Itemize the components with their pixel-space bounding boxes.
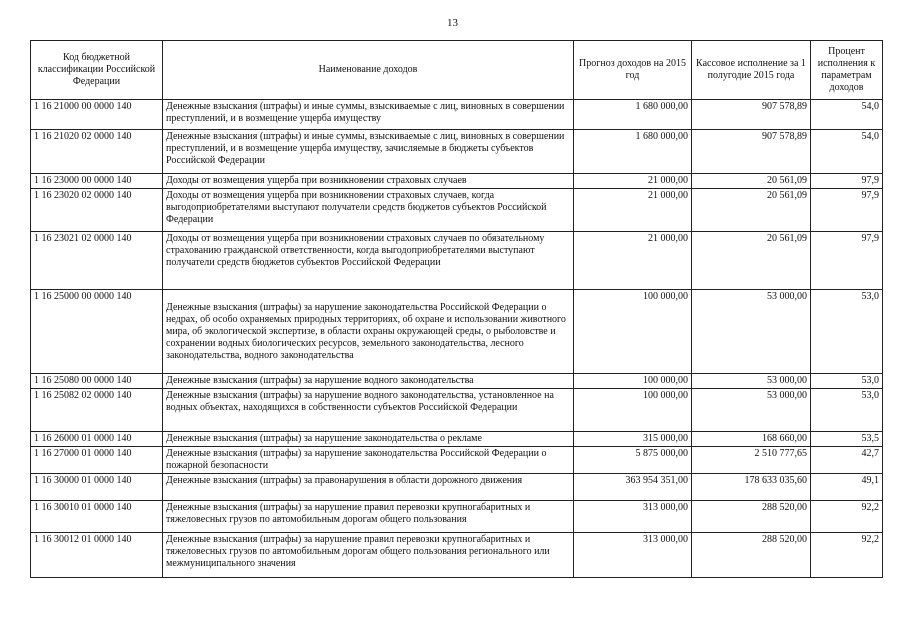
cell-name: Денежные взыскания (штрафы) и иные суммы, взыскиваемые с лиц, виновных в совершении преступлений, и в возмещение ущерба имуществу	[163, 100, 574, 130]
table-row	[31, 100, 883, 130]
cell-percent: 54,0	[811, 130, 883, 174]
cell-forecast: 100 000,00	[574, 389, 692, 432]
cell-percent: 49,1	[811, 474, 883, 501]
cell-execution: 907 578,89	[692, 130, 811, 174]
cell-percent: 53,0	[811, 374, 883, 389]
cell-forecast: 313 000,00	[574, 533, 692, 578]
cell-percent: 54,0	[811, 100, 883, 130]
cell-percent: 53,0	[811, 389, 883, 432]
cell-name: Денежные взыскания (штрафы) за правонарушения в области дорожного движения	[163, 474, 574, 501]
cell-name: Денежные взыскания (штрафы) за нарушение законодательства о рекламе	[163, 432, 574, 447]
cell-forecast: 313 000,00	[574, 501, 692, 533]
cell-code: 1 16 21000 00 0000 140	[31, 100, 163, 130]
cell-name: Доходы от возмещения ущерба при возникновении страховых случаев, когда выгодоприобретателями выступают получатели средств бюджетов субъектов Российской Федерации	[163, 189, 574, 232]
table-row	[31, 474, 883, 501]
header-execution: Кассовое исполнение за 1 полугодие 2015 года	[692, 41, 811, 100]
table-row	[31, 374, 883, 389]
cell-name: Денежные взыскания (штрафы) за нарушение правил перевозки крупногабаритных и тяжеловесных грузов по автомобильным дорогам общего пользования	[163, 501, 574, 533]
cell-percent: 42,7	[811, 447, 883, 474]
cell-percent: 53,0	[811, 290, 883, 374]
cell-code: 1 16 21020 02 0000 140	[31, 130, 163, 174]
cell-forecast: 100 000,00	[574, 290, 692, 374]
cell-percent: 97,9	[811, 232, 883, 290]
page-number: 13	[447, 17, 458, 29]
cell-execution: 178 633 035,60	[692, 474, 811, 501]
cell-execution: 907 578,89	[692, 100, 811, 130]
header-code: Код бюджетной классификации Российской Федерации	[31, 41, 163, 100]
cell-execution: 53 000,00	[692, 374, 811, 389]
cell-forecast: 21 000,00	[574, 189, 692, 232]
cell-name: Денежные взыскания (штрафы) за нарушение водного законодательства	[163, 374, 574, 389]
cell-percent: 92,2	[811, 501, 883, 533]
table-row	[31, 232, 883, 290]
header-percent: Процент исполнения к параметрам доходов	[811, 41, 883, 100]
cell-code: 1 16 30010 01 0000 140	[31, 501, 163, 533]
cell-forecast: 21 000,00	[574, 232, 692, 290]
table-row	[31, 389, 883, 432]
table-row	[31, 501, 883, 533]
table-header-row	[31, 41, 883, 100]
cell-execution: 288 520,00	[692, 533, 811, 578]
cell-name: Денежные взыскания (штрафы) за нарушение законодательства Российской Федерации о недрах, об особо охраняемых природных территориях, об охране и использовании животного мира, об экологической экспертизе, в области охраны окружающей среды, о рыболовстве и сохранении водных биологических ресурсов, земельного законодательства, лесного законодательства, водного законодательства	[163, 290, 574, 374]
cell-percent: 92,2	[811, 533, 883, 578]
cell-name: Денежные взыскания (штрафы) за нарушение законодательства Российской Федерации о пожарной безопасности	[163, 447, 574, 474]
cell-execution: 53 000,00	[692, 290, 811, 374]
header-name: Наименование доходов	[163, 41, 574, 100]
cell-code: 1 16 25000 00 0000 140	[31, 290, 163, 374]
header-forecast: Прогноз доходов на 2015 год	[574, 41, 692, 100]
cell-code: 1 16 23021 02 0000 140	[31, 232, 163, 290]
cell-name: Доходы от возмещения ущерба при возникновении страховых случаев	[163, 174, 574, 189]
cell-forecast: 363 954 351,00	[574, 474, 692, 501]
cell-forecast: 100 000,00	[574, 374, 692, 389]
table-row	[31, 290, 883, 374]
cell-execution: 168 660,00	[692, 432, 811, 447]
table-row	[31, 533, 883, 578]
table-row	[31, 189, 883, 232]
cell-code: 1 16 23000 00 0000 140	[31, 174, 163, 189]
cell-execution: 20 561,09	[692, 232, 811, 290]
cell-execution: 20 561,09	[692, 189, 811, 232]
cell-code: 1 16 23020 02 0000 140	[31, 189, 163, 232]
cell-execution: 53 000,00	[692, 389, 811, 432]
cell-percent: 53,5	[811, 432, 883, 447]
cell-forecast: 5 875 000,00	[574, 447, 692, 474]
revenue-table	[30, 40, 883, 578]
cell-execution: 20 561,09	[692, 174, 811, 189]
cell-execution: 288 520,00	[692, 501, 811, 533]
cell-forecast: 1 680 000,00	[574, 130, 692, 174]
cell-name: Денежные взыскания (штрафы) и иные суммы, взыскиваемые с лиц, виновных в совершении преступлений, и в возмещение ущерба имуществу, зачисляемые в бюджеты субъектов Российской Федерации	[163, 130, 574, 174]
cell-code: 1 16 30000 01 0000 140	[31, 474, 163, 501]
cell-forecast: 315 000,00	[574, 432, 692, 447]
cell-execution: 2 510 777,65	[692, 447, 811, 474]
table-row	[31, 174, 883, 189]
cell-code: 1 16 27000 01 0000 140	[31, 447, 163, 474]
cell-code: 1 16 25080 00 0000 140	[31, 374, 163, 389]
cell-forecast: 21 000,00	[574, 174, 692, 189]
table-row	[31, 447, 883, 474]
cell-code: 1 16 26000 01 0000 140	[31, 432, 163, 447]
cell-forecast: 1 680 000,00	[574, 100, 692, 130]
cell-name: Доходы от возмещения ущерба при возникновении страховых случаев по обязательному страхованию гражданской ответственности, когда выгодоприобретателями выступают получатели средств бюджетов субъектов Российской Федерации	[163, 232, 574, 290]
cell-code: 1 16 30012 01 0000 140	[31, 533, 163, 578]
cell-percent: 97,9	[811, 189, 883, 232]
cell-percent: 97,9	[811, 174, 883, 189]
table-row	[31, 130, 883, 174]
table-row	[31, 432, 883, 447]
cell-code: 1 16 25082 02 0000 140	[31, 389, 163, 432]
cell-name: Денежные взыскания (штрафы) за нарушение правил перевозки крупногабаритных и тяжеловесных грузов по автомобильным дорогам общего пользования регионального или межмуниципального значения	[163, 533, 574, 578]
cell-name: Денежные взыскания (штрафы) за нарушение водного законодательства, установленное на водных объектах, находящихся в собственности субъектов Российской Федерации	[163, 389, 574, 432]
